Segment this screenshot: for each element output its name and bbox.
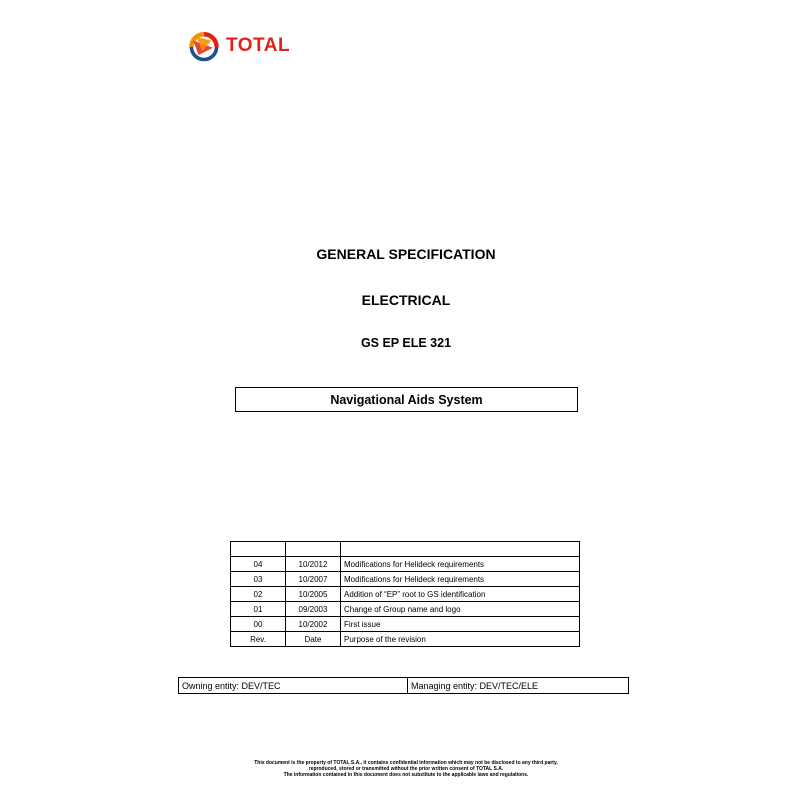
- purpose-cell: First issue: [341, 617, 580, 632]
- document-code: GS EP ELE 321: [360, 336, 452, 350]
- footer-line: This document is the property of TOTAL S.A., it contains confidential information which may not be disclosed to any third party,: [254, 760, 558, 766]
- footer-line: reproduced, stored or transmitted without the prior written consent of TOTAL S.A.: [308, 766, 504, 772]
- total-logo-icon: [186, 28, 222, 64]
- date-header: Date: [286, 632, 341, 647]
- table-row: [179, 678, 629, 694]
- purpose-cell: Modifications for Helideck requirements: [341, 557, 580, 572]
- purpose-header: Purpose of the revision: [341, 632, 580, 647]
- rev-cell: 04: [231, 557, 286, 572]
- purpose-cell: Change of Group name and logo: [341, 602, 580, 617]
- table-row: [231, 617, 580, 632]
- owning-entity: Owning entity: DEV/TEC: [179, 678, 408, 694]
- rev-cell: 00: [231, 617, 286, 632]
- rev-cell: 02: [231, 587, 286, 602]
- date-cell: 10/2002: [286, 617, 341, 632]
- table-row: [231, 602, 580, 617]
- table-row: [231, 587, 580, 602]
- date-cell: 10/2005: [286, 587, 341, 602]
- logo-wordmark: TOTAL: [226, 35, 291, 56]
- document-subject: Navigational Aids System: [330, 392, 483, 407]
- date-cell: 09/2003: [286, 602, 341, 617]
- rev-cell: 03: [231, 572, 286, 587]
- date-cell: [286, 542, 341, 557]
- ownership-table: [178, 677, 629, 694]
- revision-table: [230, 541, 580, 647]
- confidentiality-footer: [0, 760, 800, 778]
- rev-cell: 01: [231, 602, 286, 617]
- purpose-cell: [341, 542, 580, 557]
- table-row: [231, 557, 580, 572]
- rev-cell: [231, 542, 286, 557]
- date-cell: 10/2012: [286, 557, 341, 572]
- document-subject-box: [235, 387, 578, 412]
- rev-header: Rev.: [231, 632, 286, 647]
- table-row: [231, 572, 580, 587]
- footer-line: The information contained in this document does not substitute to the applicable laws and regulations.: [283, 772, 529, 778]
- discipline-heading: ELECTRICAL: [361, 292, 451, 308]
- purpose-cell: Modifications for Helideck requirements: [341, 572, 580, 587]
- purpose-cell: Addition of “EP” root to GS identification: [341, 587, 580, 602]
- table-row: [231, 542, 580, 557]
- managing-entity: Managing entity: DEV/TEC/ELE: [408, 678, 629, 694]
- table-header-row: [231, 632, 580, 647]
- spec-type-heading: GENERAL SPECIFICATION: [316, 246, 496, 262]
- total-logo: [186, 28, 290, 64]
- date-cell: 10/2007: [286, 572, 341, 587]
